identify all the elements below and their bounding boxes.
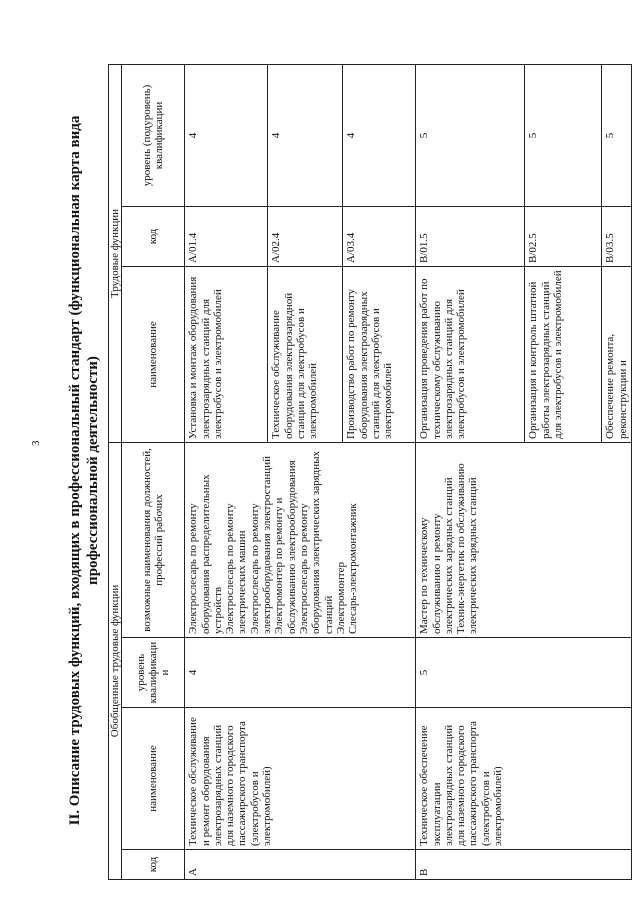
table-row: [185, 64, 268, 879]
tf-code: B/03.5: [602, 206, 632, 266]
header-row-top: [109, 64, 122, 879]
header-generalized: Обобщенные трудовые функции: [109, 442, 122, 879]
header-tf-name: наименование: [122, 266, 185, 442]
header-positions: возможные наименования должностей, профессий рабочих: [122, 442, 185, 637]
tf-level: 5: [602, 64, 632, 206]
tf-code: A/01.4: [185, 206, 268, 266]
header-level: уровень квалификации: [122, 638, 185, 708]
tf-name: Установка и монтаж оборудования электрозарядных станций для электробусов и электромобилей: [185, 266, 268, 442]
gtf-name: Техническое обслуживание и ремонт оборудования электрозарядных станций для наземного городского пассажирского транспорта (электробусов и электромобилей): [185, 708, 416, 850]
header-labor-functions: Трудовые функции: [109, 64, 122, 442]
gtf-positions: Электрослесарь по ремонту оборудования распределительных устройств Электрослесарь по ремонту электрических машин Электрослесарь по ремонту электрооборудования электростанций Электромонтер по ремонту и обслуживанию электрооборудования Электрослесарь по ремонту оборудования электрических зарядных станций Электромонтер Слесарь-электромонтажник: [185, 442, 416, 637]
title-line-2: профессиональной деятельности): [85, 356, 101, 585]
tf-code: A/02.4: [268, 206, 343, 266]
page-title: [62, 53, 108, 888]
page-number: 3: [30, 440, 42, 446]
tf-code: A/03.4: [343, 206, 416, 266]
gtf-positions: Мастер по техническому обслуживанию и ремонту электрических зарядных станций Техник-энергетик по обслуживанию электрических зарядных станций: [416, 442, 632, 637]
tf-name: Организация и контроль штатной работы электрозарядных станций для электробусов и электромобилей: [525, 266, 602, 442]
tf-code: B/02.5: [525, 206, 602, 266]
gtf-level: 5: [416, 638, 632, 708]
header-tf-code: код: [122, 206, 185, 266]
tf-level: 5: [525, 64, 602, 206]
gtf-code: B: [416, 850, 632, 880]
tf-name: Техническое обслуживание оборудования электрозарядной станции для электробусов и электромобилей: [268, 266, 343, 442]
header-code: код: [122, 850, 185, 880]
title-line-1: II. Описание трудовых функций, входящих в профессиональный стандарт (функциональная карта вида: [67, 115, 83, 826]
tf-level: 4: [185, 64, 268, 206]
tf-name: Обеспечение ремонта, реконструкции и: [602, 266, 632, 442]
tf-name: Производство работ по ремонту оборудования электрозарядных станций для электробусов и электромобилей: [343, 266, 416, 442]
gtf-level: 4: [185, 638, 416, 708]
tf-level: 4: [343, 64, 416, 206]
tf-name: Организация проведения работ по техническому обслуживанию электрозарядных станций для электробусов и электромобилей: [416, 266, 525, 442]
tf-level: 5: [416, 64, 525, 206]
table-row: [416, 64, 525, 879]
functional-map-table: [108, 64, 632, 880]
header-name: наименование: [122, 708, 185, 850]
rotated-content: [62, 53, 629, 888]
tf-level: 4: [268, 64, 343, 206]
header-row-sub: [122, 64, 185, 879]
tf-code: B/01.5: [416, 206, 525, 266]
gtf-code: A: [185, 850, 416, 880]
header-tf-level: уровень (подуровень) квалификации: [122, 64, 185, 206]
gtf-name: Техническое обеспечение эксплуатации электрозарядных станций для наземного городского пассажирского транспорта (электробусов и электромобилей): [416, 708, 632, 850]
